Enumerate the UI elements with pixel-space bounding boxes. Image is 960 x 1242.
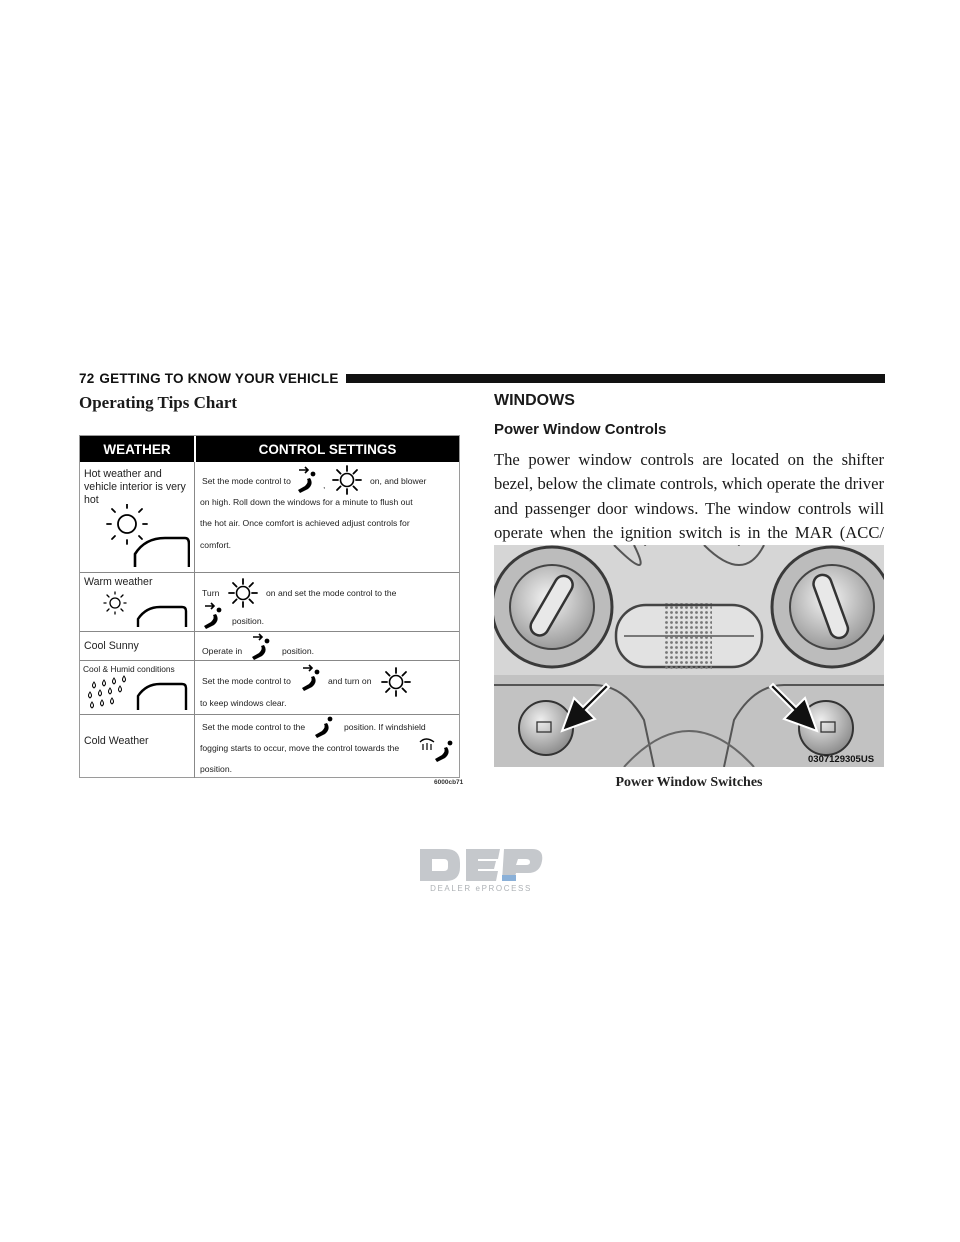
- sun-car-icon: [105, 504, 190, 570]
- small-sun-car-icon: [102, 591, 188, 629]
- snowflake-icon-2: [226, 576, 260, 610]
- mode-panel-icon-2: [296, 662, 330, 694]
- weather-cold: Cold Weather: [84, 735, 149, 747]
- mode-panel-icon: [246, 632, 280, 662]
- weather-warm: Warm weather: [84, 576, 153, 588]
- col-control-settings: CONTROL SETTINGS: [258, 442, 397, 457]
- section-title: GETTING TO KNOW YOUR VEHICLE: [99, 370, 339, 386]
- windows-heading: WINDOWS: [494, 392, 575, 409]
- dep-watermark-text: DEALER ePROCESS: [430, 884, 532, 893]
- page-number: 72: [79, 370, 95, 386]
- image-caption: Power Window Switches: [615, 775, 763, 790]
- defrost-floor-icon: [416, 732, 460, 766]
- col-weather: WEATHER: [103, 442, 171, 457]
- snowflake-icon: [330, 463, 364, 497]
- raindrops-car-icon: [84, 674, 190, 712]
- weather-cool-sunny: Cool Sunny: [84, 640, 139, 652]
- power-window-switches-photo: [494, 545, 884, 767]
- weather-cool-humid: Cool & Humid conditions: [83, 664, 175, 674]
- power-window-controls-heading: Power Window Controls: [494, 421, 667, 438]
- operating-tips-title: Operating Tips Chart: [79, 393, 238, 412]
- image-code: 0307129305US: [808, 754, 875, 765]
- operating-tips-chart: WEATHER CONTROL SETTINGS Hot weather and vehicle interior is very hot Set the mode control to , on, and blower on high. Roll down the windows for a minute to flush out the hot air. Once comfort is achieved adjust controls for comfort. Warm weather Turn on and set the mode control to the position. Cool Sunny Operate in position. Cool & Humid conditions Set the mode control to and turn on to keep windows clear. Cold Weather Set the mode control to the position. If windshield fogging starts to occur, move the control towards the position.: [79, 435, 460, 778]
- chart-code: 6000cb71: [434, 779, 464, 786]
- chart-header: [80, 436, 459, 462]
- snowflake-icon-3: [378, 664, 414, 700]
- header-rule: [346, 374, 885, 383]
- mode-floor-icon: [310, 712, 344, 740]
- power-window-paragraph: The power window controls are located on the shifter bezel, below the climate controls, which operate the driver and passenger door windows. The window controls will operate when the ignition switch is in the MAR (ACC/: [494, 450, 884, 542]
- page-header: [79, 368, 885, 388]
- weather-hot: Hot weather and vehicle interior is very hot: [84, 468, 186, 506]
- mode-panel-floor-icon: [198, 600, 230, 632]
